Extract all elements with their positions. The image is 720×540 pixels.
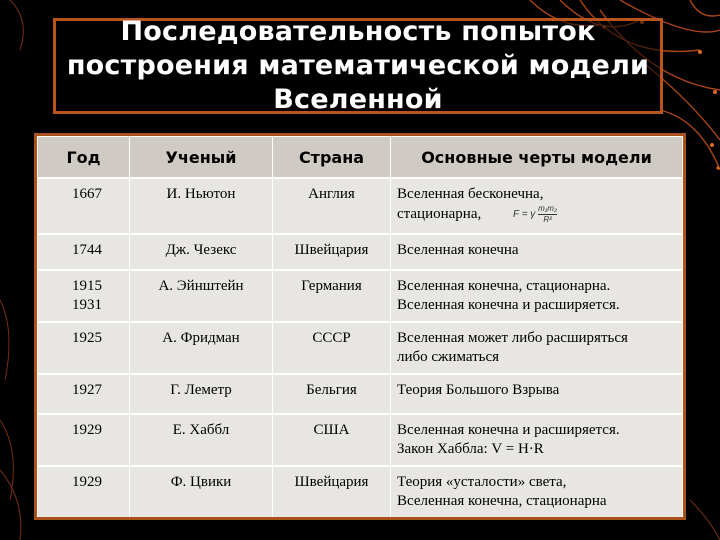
- feature-line: либо сжиматься: [397, 349, 500, 365]
- year-cell: [38, 322, 130, 374]
- table-row: [38, 374, 683, 414]
- table-row: [38, 178, 683, 234]
- table-row: [38, 322, 683, 374]
- year-value: 1915: [72, 278, 102, 294]
- title-box: [53, 18, 663, 114]
- title-line: Последовательность попыток: [120, 16, 596, 47]
- year-value: 1929: [72, 474, 102, 490]
- scientist-cell: А. Эйнштейн: [130, 270, 273, 322]
- table-row: [38, 234, 683, 270]
- features-cell: [391, 234, 683, 270]
- year-value: 1929: [72, 422, 102, 438]
- scientist-cell: Дж. Чезекс: [130, 234, 273, 270]
- scientist-cell: И. Ньютон: [130, 178, 273, 234]
- models-table: [37, 136, 683, 517]
- features-cell: [391, 322, 683, 374]
- feature-line: Закон Хаббла: V = H·R: [397, 441, 544, 457]
- formula-numerator: m₁m₂: [538, 204, 557, 213]
- scientist-cell: Г. Леметр: [130, 374, 273, 414]
- feature-line: стационарна,: [397, 205, 482, 222]
- country-cell: Англия: [273, 178, 391, 234]
- table-header-row: [38, 137, 683, 179]
- country-cell: СССР: [273, 322, 391, 374]
- features-cell: [391, 466, 683, 517]
- year-cell: [38, 414, 130, 466]
- features-cell: [391, 178, 683, 234]
- year-cell: [38, 178, 130, 234]
- formula-denominator: R²: [543, 215, 552, 224]
- feature-line: Вселенная конечна и расширяется.: [397, 297, 620, 313]
- page-title: [67, 15, 649, 117]
- year-value: 1931: [72, 297, 102, 313]
- column-header-country: Страна: [273, 137, 391, 179]
- country-cell: Германия: [273, 270, 391, 322]
- column-header-scientist: Ученый: [130, 137, 273, 179]
- column-header-year: Год: [38, 137, 130, 179]
- year-cell: [38, 466, 130, 517]
- country-cell: Швейцария: [273, 466, 391, 517]
- year-cell: [38, 270, 130, 322]
- models-table-frame: [34, 133, 686, 520]
- feature-line: Вселенная конечна, стационарна.: [397, 278, 611, 294]
- year-value: 1927: [72, 382, 102, 398]
- year-cell: [38, 374, 130, 414]
- country-cell: США: [273, 414, 391, 466]
- feature-line: Теория Большого Взрыва: [397, 382, 560, 398]
- feature-line: Вселенная конечна и расширяется.: [397, 422, 620, 438]
- features-cell: [391, 414, 683, 466]
- feature-line: Вселенная конечна: [397, 242, 519, 258]
- table-row: [38, 466, 683, 517]
- feature-line: Вселенная бесконечна,: [397, 186, 544, 202]
- column-header-features: Основные черты модели: [391, 137, 683, 179]
- gravity-formula: [513, 204, 557, 225]
- feature-line: Вселенная конечна, стационарна: [397, 493, 607, 509]
- formula-lhs: F = γ: [512, 209, 536, 221]
- country-cell: Бельгия: [273, 374, 391, 414]
- scientist-cell: А. Фридман: [130, 322, 273, 374]
- title-line: построения математической модели: [66, 50, 650, 81]
- feature-line: Теория «усталости» света,: [397, 474, 567, 490]
- table-row: [38, 414, 683, 466]
- features-cell: [391, 374, 683, 414]
- feature-line: Вселенная может либо расширяться: [397, 330, 628, 346]
- year-value: 1925: [72, 330, 102, 346]
- table-row: [38, 270, 683, 322]
- features-cell: [391, 270, 683, 322]
- title-line: Вселенной: [273, 84, 443, 115]
- year-cell: [38, 234, 130, 270]
- country-cell: Швейцария: [273, 234, 391, 270]
- year-value: 1744: [72, 242, 102, 258]
- formula-fraction: [538, 204, 557, 225]
- scientist-cell: Е. Хаббл: [130, 414, 273, 466]
- scientist-cell: Ф. Цвики: [130, 466, 273, 517]
- year-value: 1667: [72, 186, 102, 202]
